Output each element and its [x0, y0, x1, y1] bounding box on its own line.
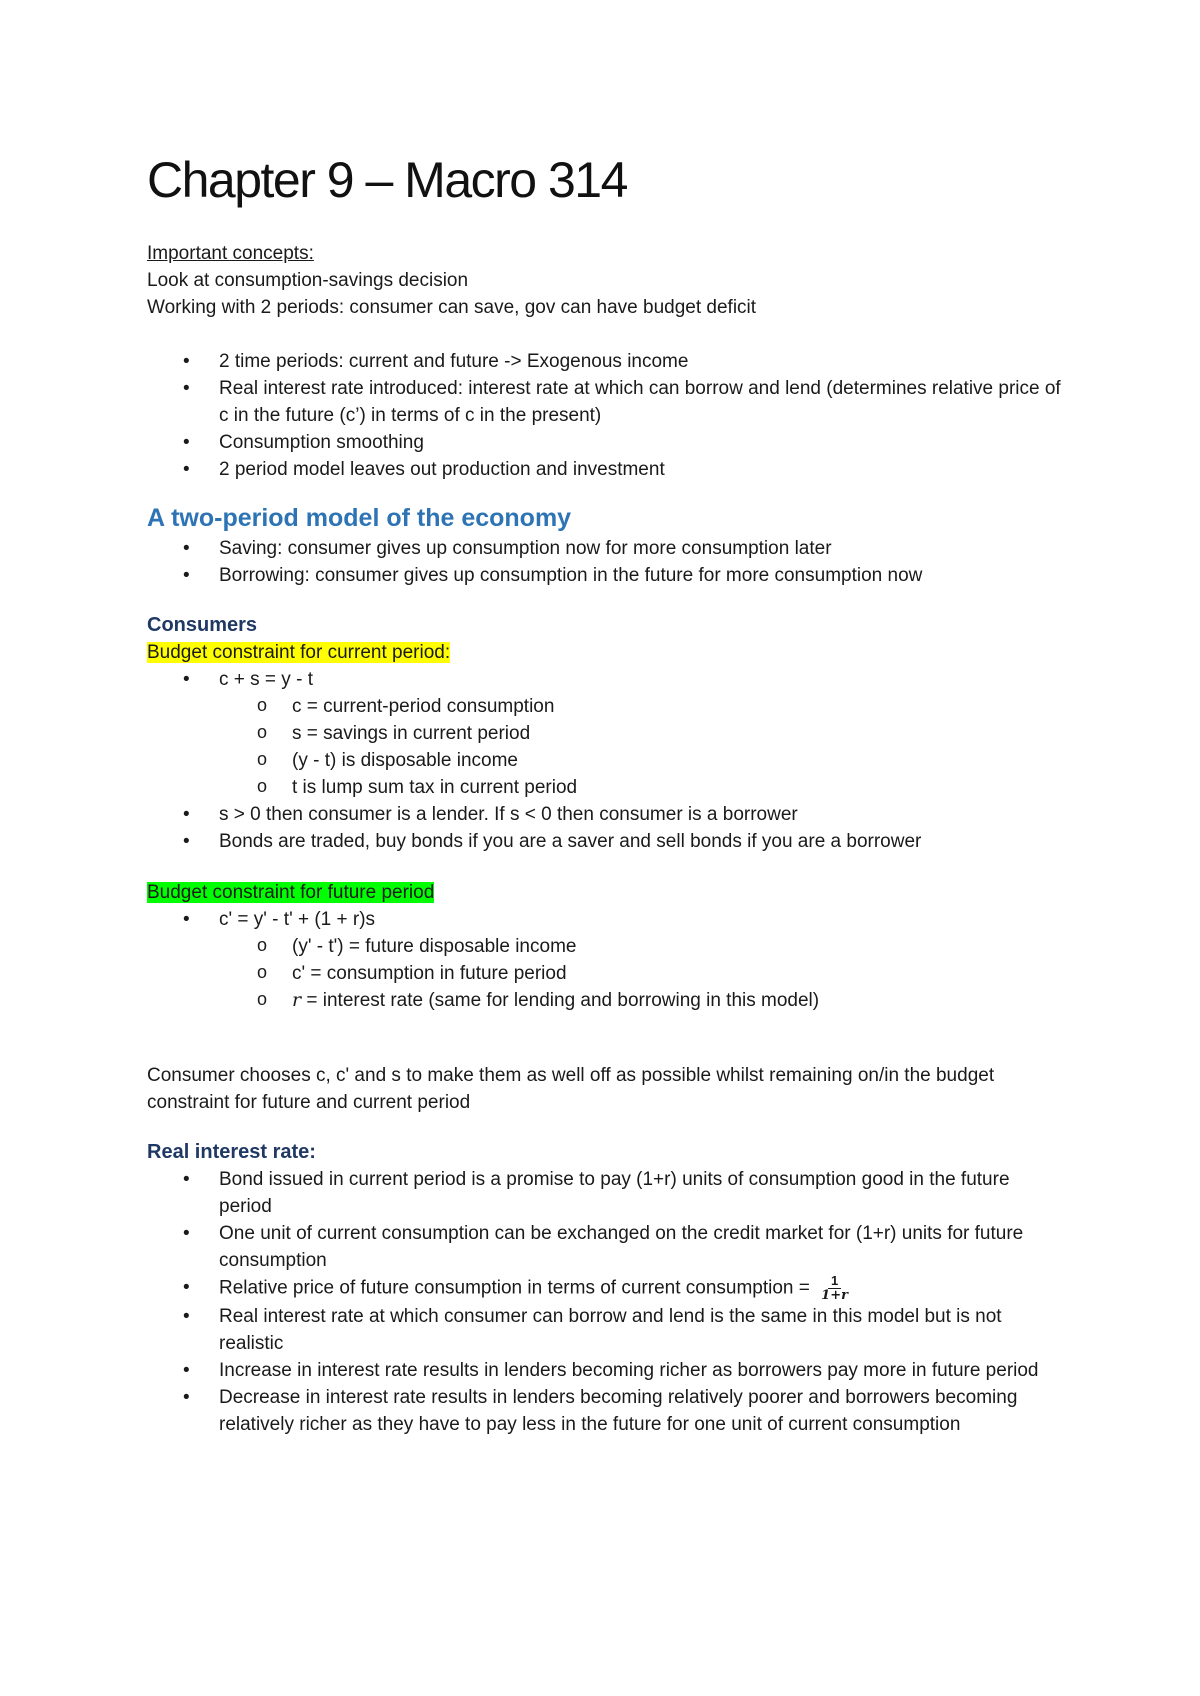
current-budget-list — [147, 666, 1067, 855]
consumer-summary: Consumer chooses c, c' and s to make them as well off as possible whilst remaining on/in the budget constraint for future and current period — [147, 1065, 1000, 1113]
future-equation: c' = y' - t' + (1 + r)s — [219, 909, 376, 930]
relative-price-text: Relative price of future consumption in terms of current consumption = — [219, 1277, 810, 1299]
sub-list-item — [147, 987, 1067, 1014]
section-heading-real-rate: Real interest rate: — [147, 1141, 316, 1163]
list-item: • Increase in interest rate results in lenders becoming richer as borrowers pay more in future period — [147, 1357, 1067, 1384]
fraction-denominator: 1+r — [821, 1288, 848, 1303]
list-item — [147, 666, 1067, 801]
current-sub-list — [147, 693, 1067, 801]
list-item — [147, 1274, 1067, 1303]
list-item: • Decrease in interest rate results in lenders becoming relatively poorer and borrowers becoming relatively richer as they have to pay less in the future for one unit of current consumption — [147, 1384, 1067, 1438]
list-item: • One unit of current consumption can be exchanged on the credit market for (1+r) units for future consumption — [147, 1220, 1067, 1274]
r-symbol: r — [292, 989, 302, 1011]
list-item: • 2 period model leaves out production and investment — [147, 456, 1067, 483]
intro-bullet-list — [147, 348, 1067, 483]
current-equation: c + s = y - t — [219, 669, 313, 690]
intro-line: Working with 2 periods: consumer can save, gov can have budget deficit — [147, 297, 757, 318]
list-item: • s > 0 then consumer is a lender. If s < 0 then consumer is a borrower — [147, 801, 1067, 828]
document-content — [147, 150, 1067, 1438]
list-item: • 2 time periods: current and future -> Exogenous income — [147, 348, 1067, 375]
sub-list-item: o (y' - t') = future disposable income — [147, 933, 1067, 960]
fraction — [821, 1274, 848, 1303]
list-item: • Borrowing: consumer gives up consumption in the future for more consumption now — [147, 562, 1067, 589]
list-item: • Saving: consumer gives up consumption now for more consumption later — [147, 535, 1067, 562]
r-definition: = interest rate (same for lending and borrowing in this model) — [301, 990, 820, 1011]
list-item — [147, 906, 1067, 1014]
two-period-bullet-list — [147, 535, 1067, 589]
intro-line: Look at consumption-savings decision — [147, 270, 469, 291]
sub-list-item: o (y - t) is disposable income — [147, 747, 1067, 774]
list-item: • Real interest rate introduced: interest rate at which can borrow and lend (determines relative price of c in the future (c’) in terms of c in the present) — [147, 375, 1067, 429]
current-budget-label: Budget constraint for current period: — [147, 642, 451, 663]
real-rate-bullet-list — [147, 1166, 1067, 1438]
sub-list-item: o s = savings in current period — [147, 720, 1067, 747]
section-heading-two-period: A two-period model of the economy — [147, 504, 572, 532]
sub-list-item: o t is lump sum tax in current period — [147, 774, 1067, 801]
page-title: Chapter 9 – Macro 314 — [147, 152, 627, 208]
list-item: • Bonds are traded, buy bonds if you are a saver and sell bonds if you are a borrower — [147, 828, 1067, 855]
sub-list-item: o c' = consumption in future period — [147, 960, 1067, 987]
future-budget-list — [147, 906, 1067, 1014]
important-concepts-heading: Important concepts: — [147, 243, 314, 264]
section-heading-consumers: Consumers — [147, 614, 258, 636]
list-item: • Real interest rate at which consumer can borrow and lend is the same in this model but is not realistic — [147, 1303, 1067, 1357]
list-item: • Bond issued in current period is a promise to pay (1+r) units of consumption good in the future period — [147, 1166, 1067, 1220]
fraction-numerator: 1 — [828, 1274, 841, 1289]
future-budget-label: Budget constraint for future period — [147, 882, 435, 903]
sub-list-item: o c = current-period consumption — [147, 693, 1067, 720]
list-item: • Consumption smoothing — [147, 429, 1067, 456]
future-sub-list — [147, 933, 1067, 1014]
